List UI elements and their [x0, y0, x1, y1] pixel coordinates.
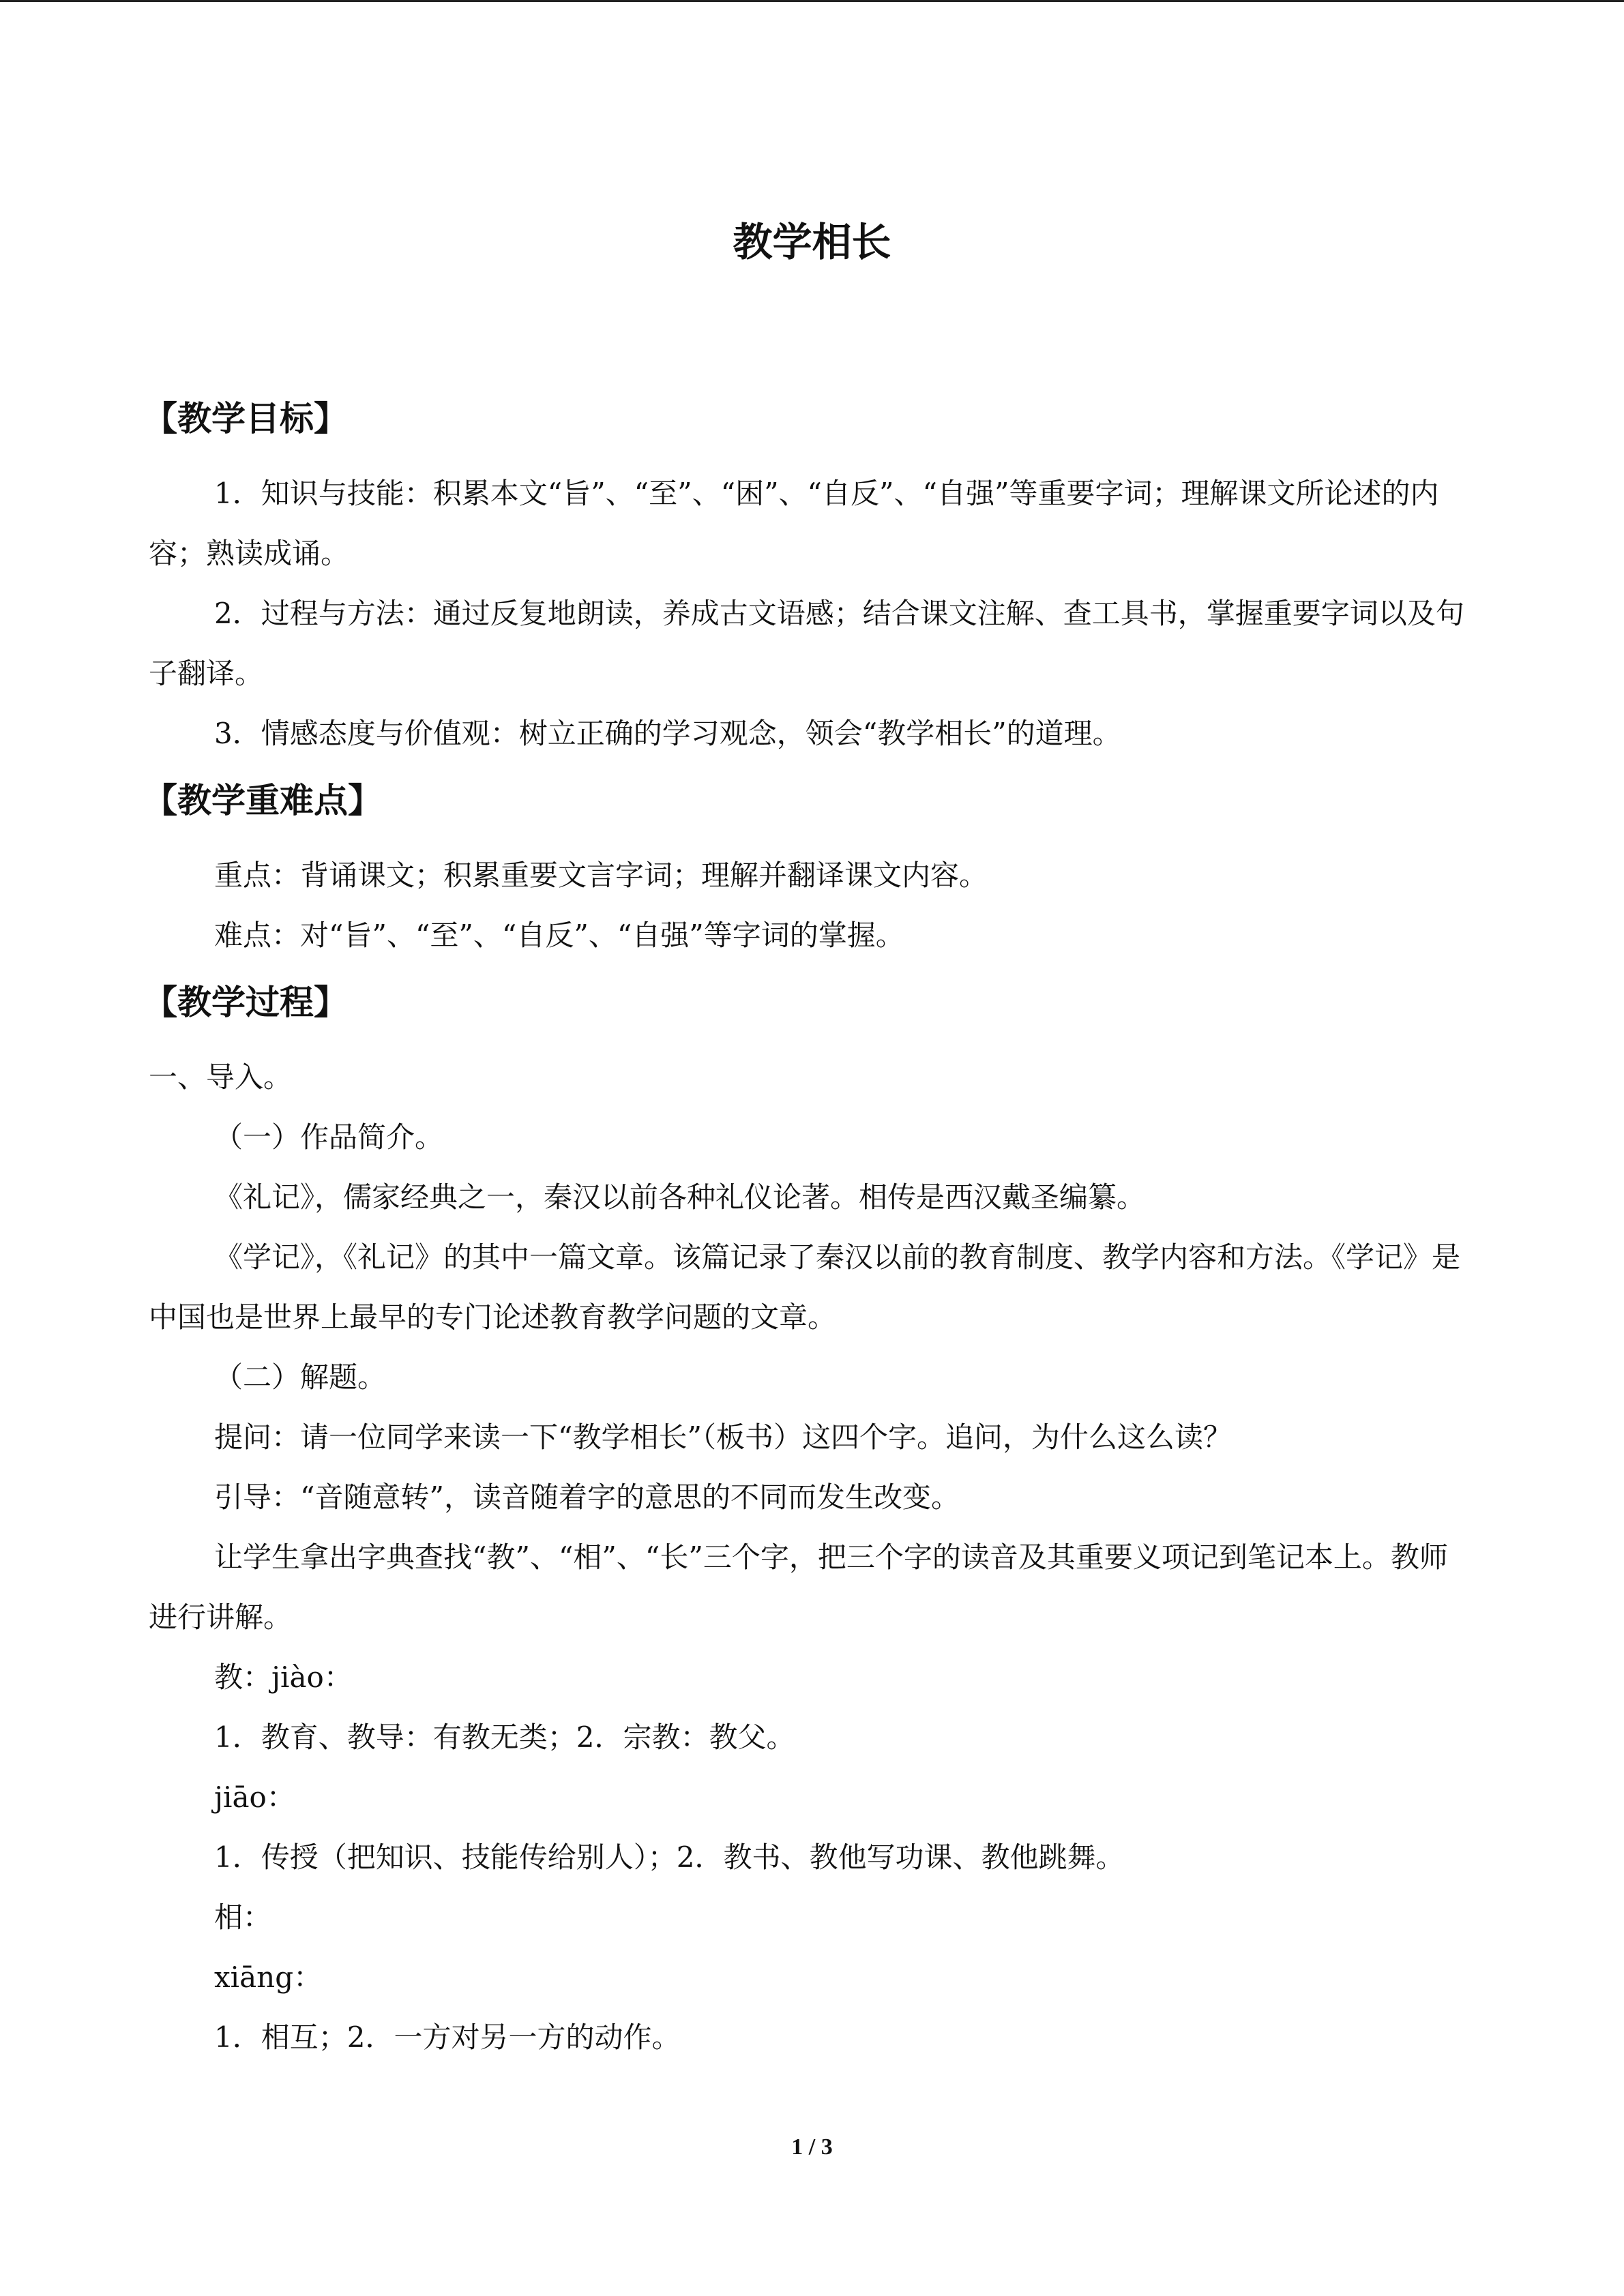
goal-item-3: 3．情感态度与价值观：树立正确的学习观念，领会“教学相长”的道理。 — [214, 717, 1121, 750]
goal-item-2: 2．过程与方法：通过反复地朗读，养成古文语感；结合课文注解、查工具书，掌握重要字词以及句子翻译。 — [149, 597, 1464, 690]
process-paragraph: 《礼记》，儒家经典之一，秦汉以前各种礼仪论著。相传是西汉戴圣编纂。 — [214, 1180, 1146, 1214]
goal-item-1: 1．知识与技能：积累本文“旨”、“至”、“困”、“自反”、“自强”等重要字词；理解课文所论述的内容；熟读成诵。 — [149, 477, 1439, 570]
process-paragraph: 相： — [214, 1900, 272, 1934]
key-point-1: 重点：背诵课文；积累重要文言字词；理解并翻译课文内容。 — [214, 859, 988, 892]
section-heading-goals: 【教学目标】 — [143, 399, 348, 438]
process-part1-title: 一、导入。 — [149, 1060, 293, 1094]
page-number: 1 / 3 — [791, 2134, 833, 2160]
process-paragraph: 《学记》，《礼记》的其中一篇文章。该篇记录了秦汉以前的教育制度、教学内容和方法。《学记》是中国也是世界上最早的专门论述教育教学问题的文章。 — [149, 1240, 1461, 1334]
process-paragraph: 教：jiào： — [214, 1660, 353, 1694]
process-paragraph: 让学生拿出字典查找“教”、“相”、“长”三个字，把三个字的读音及其重要义项记到笔记本上。教师进行讲解。 — [149, 1540, 1448, 1634]
document-title: 教学相长 — [733, 219, 891, 265]
process-paragraph: xiāng： — [214, 1960, 323, 1994]
key-point-2: 难点：对“旨”、“至”、“自反”、“自强”等字词的掌握。 — [214, 919, 904, 952]
process-paragraph: 1．相互；2．一方对另一方的动作。 — [214, 2021, 681, 2054]
section-heading-key-points: 【教学重难点】 — [143, 781, 382, 820]
process-paragraph: 1．传授（把知识、技能传给别人）；2．教书、教他写功课、教他跳舞。 — [214, 1840, 1125, 1874]
process-paragraph: （二）解题。 — [214, 1360, 387, 1394]
process-paragraph: 1．教育、教导：有教无类；2．宗教：教父。 — [214, 1720, 795, 1754]
process-paragraph: 引导：“音随意转”，读音随着字的意思的不同而发生改变。 — [214, 1480, 960, 1514]
section-heading-process: 【教学过程】 — [143, 983, 348, 1022]
process-paragraph: jiāo： — [214, 1780, 295, 1814]
process-paragraph: 提问：请一位同学来读一下“教学相长”（板书）这四个字。追问，为什么这么读？ — [214, 1420, 1232, 1454]
page-top-border — [0, 0, 1624, 2]
process-paragraph: （一）作品简介。 — [214, 1120, 444, 1154]
document-page — [143, 205, 1475, 2068]
